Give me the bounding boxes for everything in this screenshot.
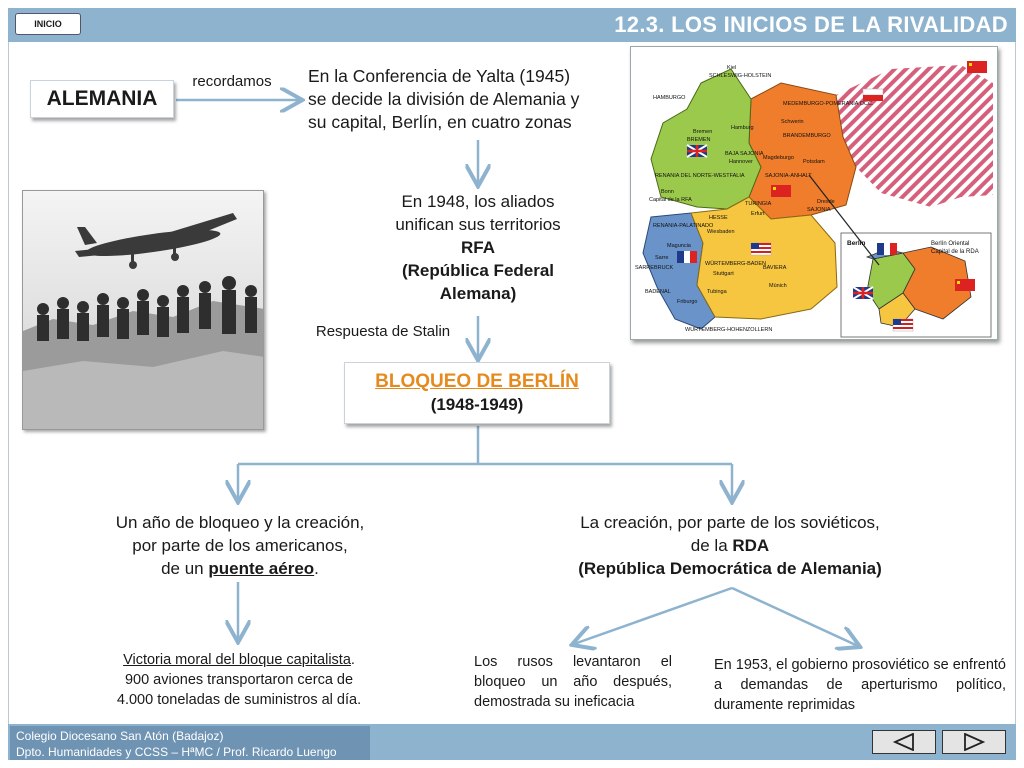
- map-label-baviera: BAVIERA: [763, 265, 787, 271]
- rda-text: RDA: [732, 536, 770, 555]
- map-label-wutt-hohen: WURTEMBERG-HOHENZOLLERN: [685, 327, 773, 333]
- rfa-line-3: RFA: [461, 238, 495, 257]
- right-branch-text: [540, 511, 920, 580]
- map-label-badenal: BADENAL: [645, 289, 671, 295]
- rfa-line-5: Alemana): [439, 284, 517, 303]
- victoria-text: [80, 650, 398, 710]
- map-label-sarre: Sarre: [655, 255, 669, 261]
- bloqueo-box: [344, 362, 610, 424]
- rfa-text: [356, 190, 600, 305]
- airlift-photo: [22, 190, 264, 430]
- footer-line-1: Colegio Diocesano San Atón (Badajoz): [16, 729, 224, 743]
- left-line-3: de un puente aéreo.: [161, 559, 319, 578]
- rfa-line-2: unifican sus territorios: [395, 215, 561, 234]
- left-line-1: Un año de bloqueo y la creación,: [115, 513, 365, 532]
- map-label-bonn: Bonn: [661, 189, 674, 195]
- yalta-line-2: se decide la división de Alemania y: [308, 89, 580, 109]
- next-slide-button[interactable]: [942, 730, 1006, 754]
- airlift-photo-illustration: [23, 191, 264, 430]
- map-label-wutt-baden: WÜRTEMBERG-BADEN: [705, 261, 767, 267]
- triangle-left-icon: [889, 733, 919, 751]
- triangle-right-icon: [959, 733, 989, 751]
- rfa-line-4: (República Federal: [401, 261, 555, 280]
- footer-bar: [8, 724, 1016, 760]
- right-line-2: de la RDA: [690, 536, 770, 555]
- left-branch-text: [80, 511, 400, 580]
- left-line-2: por parte de los americanos,: [132, 536, 348, 555]
- map-label-schwerin: Schwerin: [781, 119, 804, 125]
- gobierno-1953-text: En 1953, el gobierno prosoviético se enfrentó a demandas de aperturismo político, duramente reprimidas: [714, 657, 1006, 713]
- map-label-potsdam: Potsdam: [803, 159, 825, 165]
- victoria-line-1: Victoria moral del bloque capitalista.: [123, 652, 355, 668]
- map-label-schleswig: SCHLESWIG-HOLSTEIN: [709, 73, 772, 79]
- yalta-line-3: su capital, Berlín, en cuatro zonas: [308, 112, 572, 132]
- map-label-sajonia: SAJONIA: [807, 207, 831, 213]
- stalin-label: Respuesta de Stalin: [315, 323, 451, 340]
- right-line-3: (República Democrática de Alemania): [578, 559, 882, 578]
- map-label-renania-norte: RENANIA DEL NORTE-WESTFALIA: [655, 173, 745, 179]
- map-label-stuttgart: Stuttgart: [713, 271, 734, 277]
- map-label-berlin: Berlín: [847, 240, 866, 247]
- puente-aereo-text: puente aéreo: [208, 559, 315, 578]
- page-title: 12.3. LOS INICIOS DE LA RIVALIDAD: [614, 12, 1008, 37]
- map-label-capital-rda: Capital de la RDA: [931, 249, 979, 255]
- victoria-line-2: 900 aviones transportaron cerca de: [124, 672, 354, 688]
- alemania-label: ALEMANIA: [46, 87, 158, 110]
- map-label-saarbrucken: SARREBRUCK: [635, 265, 674, 271]
- yalta-line-1: En la Conferencia de Yalta (1945): [308, 66, 571, 86]
- map-label-maguncia: Maguncia: [667, 243, 691, 249]
- map-label-tubinga: Tubinga: [707, 289, 727, 295]
- yalta-text: [308, 65, 630, 134]
- map-label-renania-pal: RENANIA-PALATINADO: [653, 223, 714, 229]
- map-label-erfurt: Erfurt: [751, 211, 765, 217]
- germany-map-illustration: [631, 47, 998, 340]
- victoria-line-3: 4.000 toneladas de suministros al día.: [116, 692, 362, 708]
- footer-line-2: Dpto. Humanidades y CCSS – HªMC / Prof. Ricardo Luengo: [16, 745, 337, 759]
- rfa-line-1: En 1948, los aliados: [401, 192, 555, 211]
- map-label-capital-rfa: Capital de la RFA: [649, 197, 692, 203]
- germany-division-map: [630, 46, 998, 340]
- map-label-hamburg: Hamburg: [731, 125, 754, 131]
- map-label-munich: Múnich: [769, 283, 787, 289]
- map-label-brandemburgo: BRANDEMBURGO: [783, 133, 831, 139]
- map-label-dresde: Dresde: [817, 199, 835, 205]
- rusos-text: Los rusos levantaron el bloqueo un año después, demostrada su ineficacia: [474, 654, 672, 710]
- map-label-sajonia-anhalt: SAJONIA-ANHALT: [765, 173, 812, 179]
- map-label-friburgo: Friburgo: [677, 299, 698, 305]
- map-label-hannover: Hannover: [729, 159, 753, 165]
- bloqueo-years: (1948-1949): [430, 395, 524, 414]
- map-label-bremen: Bremen: [693, 129, 713, 135]
- bloqueo-title: BLOQUEO DE BERLÍN: [375, 371, 579, 392]
- footer-credits: [10, 726, 370, 760]
- map-label-baja-sajonia: BAJA SAJONIA: [725, 151, 764, 157]
- map-label-kiel: Kiel: [727, 65, 737, 71]
- map-label-berlin-oriental: Berlín Oriental: [931, 241, 970, 247]
- recordamos-label: recordamos: [192, 73, 272, 90]
- prev-slide-button[interactable]: [872, 730, 936, 754]
- map-label-wiesbaden: Wiesbaden: [707, 229, 735, 235]
- map-label-mecklemburgo: MEDEMBURGO-POMERANIA OCC.: [783, 101, 874, 107]
- inicio-button[interactable]: INICIO: [15, 13, 81, 35]
- map-label-bremen-cap: BREMEN: [687, 137, 711, 143]
- map-label-hamburgo: HAMBURGO: [653, 95, 686, 101]
- alemania-box: [30, 80, 174, 118]
- map-label-magdeburgo: Magdeburgo: [763, 155, 794, 161]
- map-label-turingia: TURINGIA: [745, 201, 772, 207]
- right-line-1: La creación, por parte de los soviéticos,: [580, 513, 880, 532]
- map-label-hesse: HESSE: [709, 215, 728, 221]
